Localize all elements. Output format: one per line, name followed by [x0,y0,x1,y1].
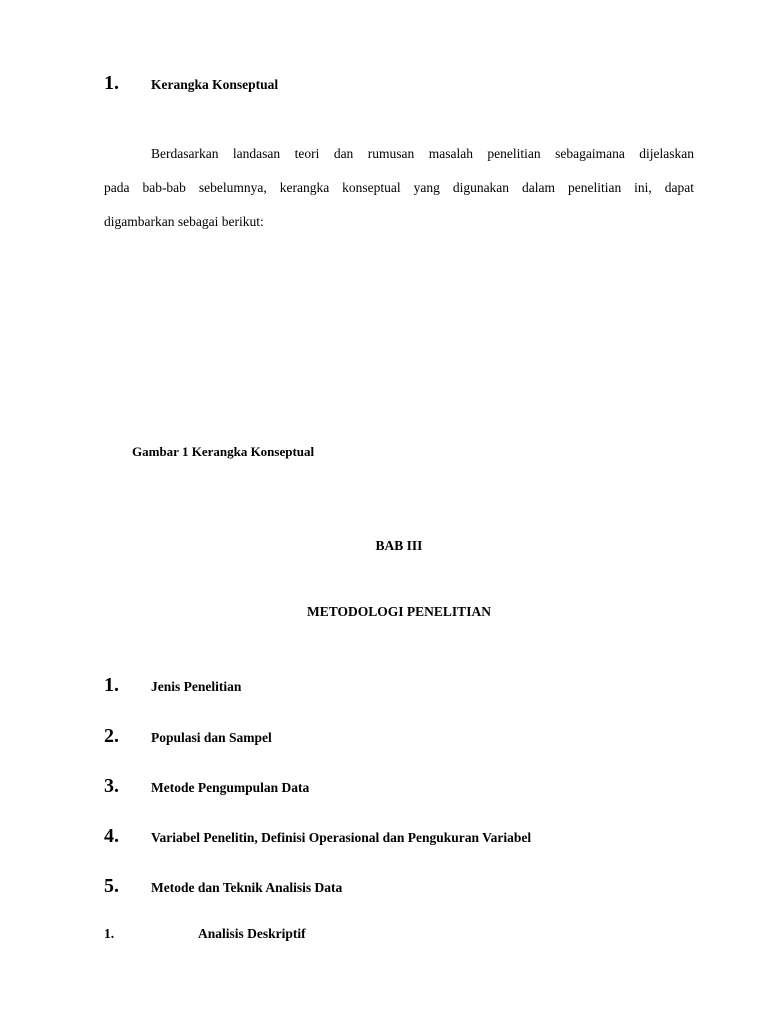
section-heading-variabel: Variabel Penelitin, Definisi Operasional dan Pengukuran Variabel [151,830,532,845]
paragraph-text-3: digambarkan sebagai berikut: [104,214,264,229]
section-heading-populasi: Populasi dan Sampel [151,730,272,745]
section-number: 2. [104,725,119,747]
subsection-heading-analisis-deskriptif: Analisis Deskriptif [198,926,306,941]
paragraph-line-1 [151,146,694,162]
section-number: 5. [104,875,119,897]
section-number: 1. [104,72,119,94]
figure-caption: Gambar 1 Kerangka Konseptual [132,444,315,459]
paragraph-line-2 [104,180,694,196]
section-heading-jenis-penelitian: Jenis Penelitian [151,679,242,694]
chapter-title: METODOLOGI PENELITIAN [307,604,491,619]
section-heading-analisis-data: Metode dan Teknik Analisis Data [151,880,343,895]
paragraph-text-2: pada bab-bab sebelumnya, kerangka konseptual yang digunakan dalam penelitian ini, dapat [104,180,694,195]
section-heading-kerangka: Kerangka Konseptual [151,77,279,92]
paragraph-line-3 [104,214,694,230]
chapter-label: BAB III [375,538,423,553]
section-heading-pengumpulan-data: Metode Pengumpulan Data [151,780,310,795]
section-number: 1. [104,674,119,696]
section-number: 4. [104,825,119,847]
subsection-number: 1. [104,926,115,941]
section-number: 3. [104,775,119,797]
paragraph-text-1: Berdasarkan landasan teori dan rumusan masalah penelitian sebagaimana dijelaskan [151,146,694,161]
